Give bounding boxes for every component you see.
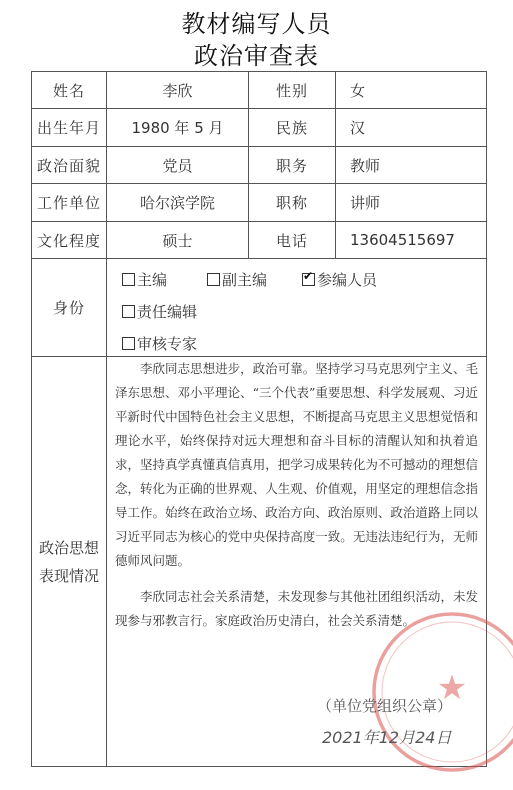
performance-paragraph-2: 李欣同志社会关系清楚，未发现参与其他社团组织活动，未发现参与邪教言行。家庭政治历史清白，社会关系清楚。 <box>115 589 478 628</box>
identity-option-chief-editor[interactable] <box>122 269 167 290</box>
sign-date: 2021年12月24日 <box>322 728 452 747</box>
name-value: 李欣 <box>107 72 249 109</box>
option-label: 审核专家 <box>137 335 198 353</box>
political-label: 政治面貌 <box>32 147 107 184</box>
gender-value: 女 <box>336 72 487 109</box>
identity-option-responsible-editor[interactable] <box>122 301 197 322</box>
form-title-line2: 政治审查表 <box>194 42 319 70</box>
performance-paragraph-1: 李欣同志思想进步，政治可靠。坚持学习马克思列宁主义、毛泽东思想、邓小平理论、“三个代表”重要思想、科学发展观、习近平新时代中国特色社会主义思想，不断提高马克思主义思想觉悟和理论水平，始终保持对远大理想和奋斗目标的清醒认知和执着追求，坚持真学真懂真信真用，把学习成果转化为不可撼动的理想信念，转化为正确的世界观、人生观、价值观，用坚定的理想信念指导工作。始终在政治立场、政治方向、政治原则、政治道路上同以习近平同志为核心的党中央保持高度一致。无违法违纪行为，无师德师风问题。 <box>115 361 478 568</box>
identity-options <box>107 259 487 357</box>
checkbox-icon[interactable] <box>122 305 135 318</box>
svg-text:★: ★ <box>436 668 468 708</box>
education-value: 硕士 <box>107 222 249 259</box>
education-label: 文化程度 <box>32 222 107 259</box>
option-label: 副主编 <box>222 271 268 289</box>
workplace-value: 哈尔滨学院 <box>107 184 249 222</box>
checkbox-icon[interactable] <box>207 273 220 286</box>
title-label: 职称 <box>249 184 336 222</box>
identity-option-contributor[interactable] <box>302 269 377 290</box>
performance-label-line2: 表现情况 <box>38 566 99 585</box>
birth-value: 1980 年 5 月 <box>107 109 249 147</box>
workplace-label: 工作单位 <box>32 184 107 222</box>
performance-label-line1: 政治思想 <box>38 538 99 557</box>
checkbox-icon[interactable] <box>122 273 135 286</box>
checkbox-checked-icon[interactable] <box>302 273 315 286</box>
option-label: 主编 <box>137 271 168 289</box>
duty-label: 职务 <box>249 147 336 184</box>
option-label: 参编人员 <box>317 271 378 289</box>
ethnicity-label: 民族 <box>249 109 336 147</box>
political-value: 党员 <box>107 147 249 184</box>
phone-value: 13604515697 <box>336 222 487 259</box>
checkbox-icon[interactable] <box>122 337 135 350</box>
identity-label: 身份 <box>32 259 107 357</box>
birth-label: 出生年月 <box>32 109 107 147</box>
performance-label <box>32 357 107 767</box>
form-title-line1: 教材编写人员 <box>181 10 332 38</box>
performance-content <box>107 357 487 767</box>
title-value: 讲师 <box>336 184 487 222</box>
option-label: 责任编辑 <box>137 303 198 321</box>
gender-label: 性别 <box>249 72 336 109</box>
phone-label: 电话 <box>249 222 336 259</box>
identity-option-deputy-editor[interactable] <box>207 269 267 290</box>
review-form-table <box>31 71 487 767</box>
unit-seal-label: （单位党组织公章） <box>317 697 453 715</box>
identity-option-review-expert[interactable] <box>122 333 197 354</box>
ethnicity-value: 汉 <box>336 109 487 147</box>
official-seal <box>367 607 513 777</box>
name-label: 姓名 <box>32 72 107 109</box>
duty-value: 教师 <box>336 147 487 184</box>
